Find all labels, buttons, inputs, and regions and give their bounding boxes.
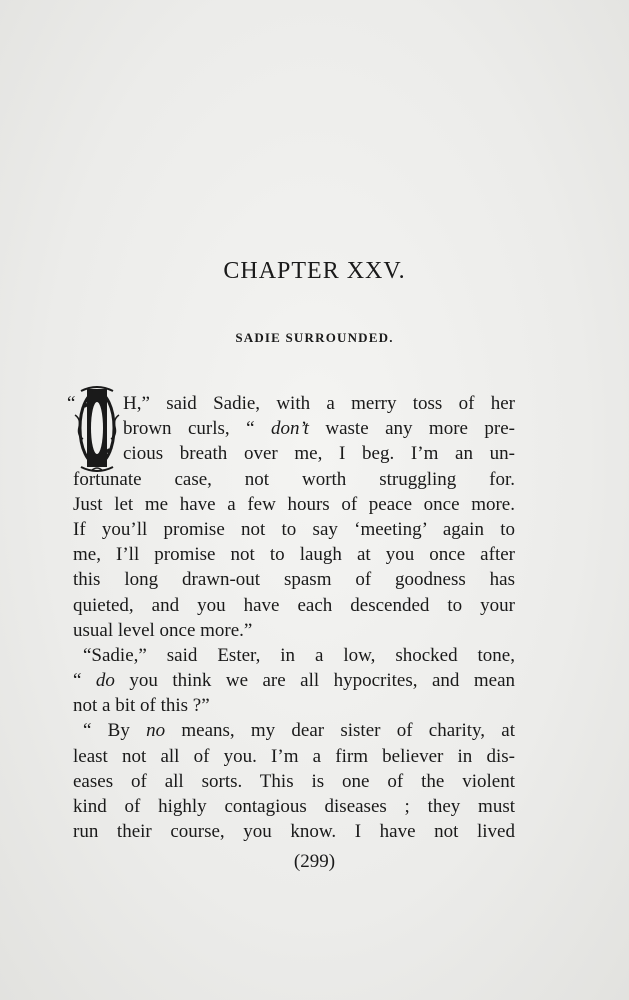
text-segment: “ xyxy=(73,670,96,692)
text-segment: run their course, you know. I have not lived xyxy=(73,821,515,843)
text-line xyxy=(73,593,515,618)
text-line xyxy=(73,542,515,567)
text-line xyxy=(73,643,515,668)
text-segment: Just let me have a few hours of peace once more. xyxy=(73,493,515,515)
text-segment: you think we are all hypocrites, and mean xyxy=(114,670,515,692)
text-line xyxy=(73,794,515,819)
text-segment: kind of highly contagious diseases ; they must xyxy=(73,796,515,817)
text-line xyxy=(73,492,515,517)
text-line xyxy=(73,718,515,743)
text-line xyxy=(73,567,515,592)
italic-text: no xyxy=(146,720,166,742)
body-text xyxy=(67,391,515,844)
text-segment: brown curls, “ xyxy=(123,418,271,440)
text-segment: not a bit of this ?” xyxy=(73,695,210,717)
text-segment: H,” said Sadie, with a merry toss of her xyxy=(123,393,515,414)
text-segment: waste any more pre- xyxy=(308,418,515,440)
text-line xyxy=(73,668,515,693)
text-line xyxy=(73,693,515,718)
page-number: (299) xyxy=(293,851,336,872)
text-segment: least not all of you. I’m a firm believer in dis- xyxy=(73,745,515,767)
text-line xyxy=(73,819,515,844)
opening-quote-mark: “ xyxy=(67,393,76,414)
italic-text: do xyxy=(95,670,115,692)
text-line xyxy=(73,769,515,794)
chapter-title: CHAPTER XXV. xyxy=(223,258,406,284)
text-segment: me, I’ll promise not to laugh at you once after xyxy=(73,544,515,566)
text-segment: If you’ll promise not to say ‘meeting’ again to xyxy=(73,518,515,540)
text-segment: quieted, and you have each descended to your xyxy=(73,594,515,616)
text-segment: cious breath over me, I beg. I’m an un- xyxy=(123,443,515,465)
italic-text: don’t xyxy=(270,418,309,440)
text-segment: “Sadie,” said Ester, in a low, shocked tone, xyxy=(83,644,515,666)
text-segment: this long drawn-out spasm of goodness has xyxy=(73,569,515,591)
text-line xyxy=(73,517,515,542)
text-line xyxy=(73,391,515,416)
text-segment: fortunate case, not worth struggling for. xyxy=(73,468,515,490)
text-segment: “ By xyxy=(83,720,147,742)
text-line xyxy=(73,467,515,492)
chapter-subtitle: SADIE SURROUNDED. xyxy=(235,330,394,345)
text-line xyxy=(73,441,515,466)
text-lines xyxy=(73,391,515,844)
text-line xyxy=(73,416,515,441)
text-segment: usual level once more.” xyxy=(73,619,253,641)
ornamental-dropcap-o xyxy=(71,385,123,475)
text-line xyxy=(73,618,515,643)
text-segment: eases of all sorts. This is one of the violent xyxy=(73,770,515,792)
text-segment: means, my dear sister of charity, at xyxy=(165,720,515,742)
text-line xyxy=(73,744,515,769)
